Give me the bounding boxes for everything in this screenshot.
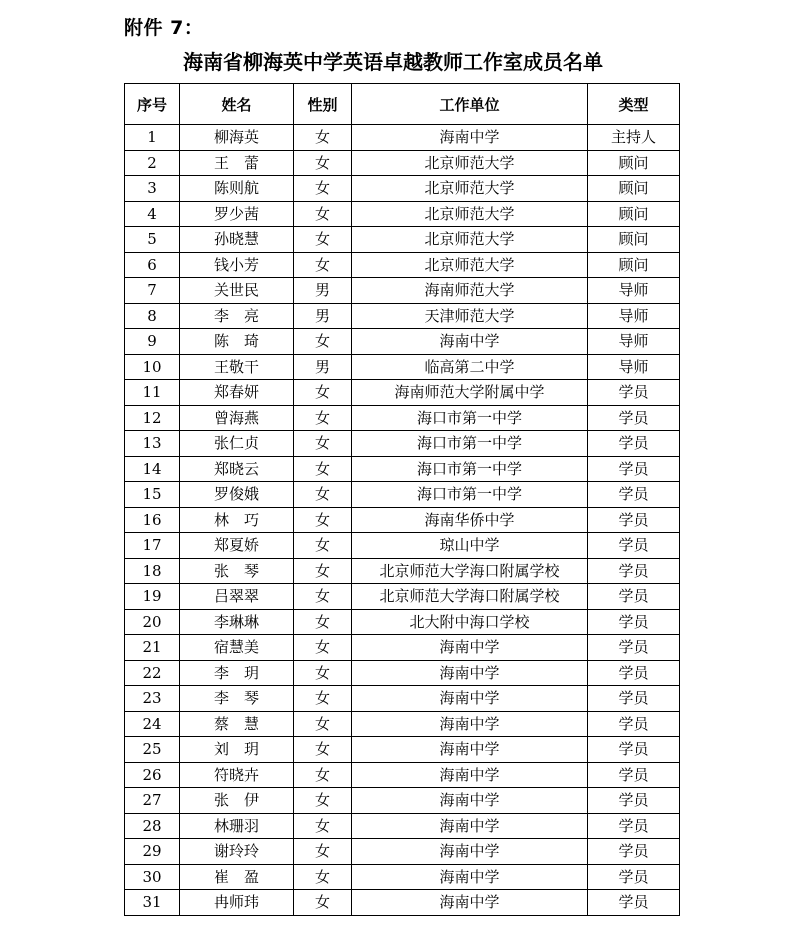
table-row (125, 482, 680, 508)
cell-index: 30 (125, 864, 180, 890)
table-row (125, 125, 680, 151)
cell-gender: 女 (294, 329, 352, 355)
cell-workplace: 海南中学 (352, 864, 588, 890)
cell-role: 学员 (588, 507, 680, 533)
cell-name: 张仁贞 (180, 431, 294, 457)
cell-name: 陈 琦 (180, 329, 294, 355)
table-row (125, 533, 680, 559)
cell-workplace: 海南中学 (352, 762, 588, 788)
cell-role: 学员 (588, 660, 680, 686)
cell-role: 顾问 (588, 176, 680, 202)
cell-gender: 女 (294, 533, 352, 559)
cell-workplace: 北京师范大学 (352, 252, 588, 278)
cell-workplace: 海南中学 (352, 813, 588, 839)
cell-gender: 女 (294, 737, 352, 763)
cell-index: 11 (125, 380, 180, 406)
cell-name: 罗少茜 (180, 201, 294, 227)
cell-gender: 女 (294, 635, 352, 661)
header-index: 序号 (125, 84, 180, 125)
table-row (125, 635, 680, 661)
cell-role: 学员 (588, 890, 680, 916)
cell-role: 学员 (588, 380, 680, 406)
cell-index: 6 (125, 252, 180, 278)
cell-role: 导师 (588, 278, 680, 304)
cell-gender: 女 (294, 252, 352, 278)
cell-role: 学员 (588, 788, 680, 814)
cell-role: 学员 (588, 456, 680, 482)
cell-role: 顾问 (588, 227, 680, 253)
cell-role: 学员 (588, 737, 680, 763)
cell-index: 31 (125, 890, 180, 916)
cell-name: 张 伊 (180, 788, 294, 814)
cell-gender: 女 (294, 609, 352, 635)
cell-name: 李 琴 (180, 686, 294, 712)
table-row (125, 609, 680, 635)
cell-workplace: 海南师范大学 (352, 278, 588, 304)
cell-workplace: 海南中学 (352, 660, 588, 686)
cell-name: 吕翠翠 (180, 584, 294, 610)
cell-workplace: 北京师范大学 (352, 176, 588, 202)
cell-gender: 女 (294, 813, 352, 839)
cell-gender: 女 (294, 864, 352, 890)
cell-gender: 女 (294, 405, 352, 431)
cell-workplace: 海南中学 (352, 788, 588, 814)
cell-workplace: 北京师范大学海口附属学校 (352, 584, 588, 610)
cell-name: 郑春妍 (180, 380, 294, 406)
cell-workplace: 北京师范大学 (352, 201, 588, 227)
cell-name: 刘 玥 (180, 737, 294, 763)
cell-gender: 女 (294, 788, 352, 814)
cell-index: 24 (125, 711, 180, 737)
table-row (125, 431, 680, 457)
cell-index: 29 (125, 839, 180, 865)
cell-workplace: 海口市第一中学 (352, 431, 588, 457)
cell-role: 学员 (588, 711, 680, 737)
cell-index: 28 (125, 813, 180, 839)
table-row (125, 278, 680, 304)
cell-role: 学员 (588, 864, 680, 890)
cell-name: 王 蕾 (180, 150, 294, 176)
cell-role: 学员 (588, 609, 680, 635)
cell-gender: 女 (294, 227, 352, 253)
table-row (125, 558, 680, 584)
cell-index: 21 (125, 635, 180, 661)
cell-gender: 男 (294, 303, 352, 329)
cell-name: 钱小芳 (180, 252, 294, 278)
table-row (125, 456, 680, 482)
cell-name: 林珊羽 (180, 813, 294, 839)
cell-role: 学员 (588, 762, 680, 788)
table-header-row (125, 84, 680, 125)
table-row (125, 252, 680, 278)
table-row (125, 354, 680, 380)
header-workplace: 工作单位 (352, 84, 588, 125)
cell-role: 顾问 (588, 150, 680, 176)
cell-gender: 女 (294, 839, 352, 865)
cell-index: 3 (125, 176, 180, 202)
cell-workplace: 海南中学 (352, 711, 588, 737)
cell-index: 14 (125, 456, 180, 482)
cell-index: 26 (125, 762, 180, 788)
cell-gender: 女 (294, 660, 352, 686)
header-name: 姓名 (180, 84, 294, 125)
cell-role: 学员 (588, 686, 680, 712)
cell-role: 学员 (588, 558, 680, 584)
cell-name: 宿慧美 (180, 635, 294, 661)
cell-role: 导师 (588, 329, 680, 355)
cell-index: 12 (125, 405, 180, 431)
table-row (125, 890, 680, 916)
cell-gender: 男 (294, 354, 352, 380)
cell-index: 7 (125, 278, 180, 304)
cell-workplace: 北大附中海口学校 (352, 609, 588, 635)
cell-name: 郑夏娇 (180, 533, 294, 559)
cell-gender: 女 (294, 380, 352, 406)
cell-name: 谢玲玲 (180, 839, 294, 865)
table-row (125, 227, 680, 253)
cell-name: 孙晓慧 (180, 227, 294, 253)
cell-index: 19 (125, 584, 180, 610)
table-row (125, 788, 680, 814)
table-row (125, 201, 680, 227)
table-row (125, 176, 680, 202)
header-gender: 性别 (294, 84, 352, 125)
cell-workplace: 海口市第一中学 (352, 405, 588, 431)
cell-name: 李 亮 (180, 303, 294, 329)
document-title: 海南省柳海英中学英语卓越教师工作室成员名单 (183, 50, 603, 74)
cell-name: 陈则航 (180, 176, 294, 202)
cell-gender: 女 (294, 456, 352, 482)
cell-workplace: 海南华侨中学 (352, 507, 588, 533)
cell-role: 学员 (588, 405, 680, 431)
cell-workplace: 海南中学 (352, 686, 588, 712)
table-row (125, 762, 680, 788)
cell-name: 曾海燕 (180, 405, 294, 431)
table-row (125, 711, 680, 737)
cell-gender: 女 (294, 686, 352, 712)
cell-name: 符晓卉 (180, 762, 294, 788)
table-row (125, 813, 680, 839)
cell-workplace: 海南中学 (352, 890, 588, 916)
cell-workplace: 天津师范大学 (352, 303, 588, 329)
cell-role: 学员 (588, 839, 680, 865)
cell-gender: 女 (294, 584, 352, 610)
cell-name: 李琳琳 (180, 609, 294, 635)
table-body (125, 125, 680, 916)
attachment-label: 附件 7： (124, 17, 204, 39)
cell-index: 10 (125, 354, 180, 380)
cell-workplace: 海口市第一中学 (352, 456, 588, 482)
cell-role: 学员 (588, 482, 680, 508)
cell-workplace: 海南中学 (352, 125, 588, 151)
cell-role: 主持人 (588, 125, 680, 151)
cell-gender: 女 (294, 431, 352, 457)
cell-workplace: 北京师范大学 (352, 150, 588, 176)
cell-name: 蔡 慧 (180, 711, 294, 737)
cell-gender: 女 (294, 711, 352, 737)
table-row (125, 329, 680, 355)
cell-index: 1 (125, 125, 180, 151)
table-row (125, 737, 680, 763)
cell-name: 罗俊娥 (180, 482, 294, 508)
cell-index: 25 (125, 737, 180, 763)
cell-gender: 女 (294, 507, 352, 533)
cell-index: 9 (125, 329, 180, 355)
table-row (125, 507, 680, 533)
cell-gender: 女 (294, 125, 352, 151)
table-row (125, 584, 680, 610)
cell-index: 4 (125, 201, 180, 227)
table-row (125, 686, 680, 712)
cell-index: 2 (125, 150, 180, 176)
cell-workplace: 海南师范大学附属中学 (352, 380, 588, 406)
header-role: 类型 (588, 84, 680, 125)
cell-workplace: 北京师范大学 (352, 227, 588, 253)
member-table (124, 83, 680, 916)
cell-name: 郑晓云 (180, 456, 294, 482)
cell-index: 23 (125, 686, 180, 712)
cell-role: 学员 (588, 431, 680, 457)
cell-workplace: 海口市第一中学 (352, 482, 588, 508)
cell-gender: 女 (294, 201, 352, 227)
table-row (125, 380, 680, 406)
cell-name: 李 玥 (180, 660, 294, 686)
cell-workplace: 北京师范大学海口附属学校 (352, 558, 588, 584)
cell-workplace: 临高第二中学 (352, 354, 588, 380)
cell-name: 张 琴 (180, 558, 294, 584)
cell-name: 冉师玮 (180, 890, 294, 916)
cell-role: 导师 (588, 354, 680, 380)
cell-index: 20 (125, 609, 180, 635)
table-row (125, 839, 680, 865)
cell-role: 学员 (588, 584, 680, 610)
cell-role: 学员 (588, 813, 680, 839)
cell-gender: 女 (294, 762, 352, 788)
cell-gender: 女 (294, 150, 352, 176)
cell-index: 15 (125, 482, 180, 508)
cell-workplace: 海南中学 (352, 635, 588, 661)
cell-index: 8 (125, 303, 180, 329)
cell-index: 18 (125, 558, 180, 584)
cell-name: 林 巧 (180, 507, 294, 533)
cell-role: 学员 (588, 635, 680, 661)
cell-index: 17 (125, 533, 180, 559)
cell-name: 柳海英 (180, 125, 294, 151)
cell-gender: 男 (294, 278, 352, 304)
cell-workplace: 海南中学 (352, 329, 588, 355)
cell-name: 关世民 (180, 278, 294, 304)
cell-role: 顾问 (588, 201, 680, 227)
cell-workplace: 海南中学 (352, 737, 588, 763)
cell-gender: 女 (294, 176, 352, 202)
cell-name: 崔 盈 (180, 864, 294, 890)
cell-role: 顾问 (588, 252, 680, 278)
cell-gender: 女 (294, 482, 352, 508)
cell-index: 13 (125, 431, 180, 457)
cell-role: 导师 (588, 303, 680, 329)
cell-role: 学员 (588, 533, 680, 559)
cell-index: 22 (125, 660, 180, 686)
cell-workplace: 海南中学 (352, 839, 588, 865)
cell-gender: 女 (294, 558, 352, 584)
table-row (125, 660, 680, 686)
table-row (125, 864, 680, 890)
cell-index: 5 (125, 227, 180, 253)
table-row (125, 150, 680, 176)
cell-name: 王敬干 (180, 354, 294, 380)
table-row (125, 405, 680, 431)
cell-gender: 女 (294, 890, 352, 916)
table-row (125, 303, 680, 329)
cell-workplace: 琼山中学 (352, 533, 588, 559)
cell-index: 16 (125, 507, 180, 533)
cell-index: 27 (125, 788, 180, 814)
